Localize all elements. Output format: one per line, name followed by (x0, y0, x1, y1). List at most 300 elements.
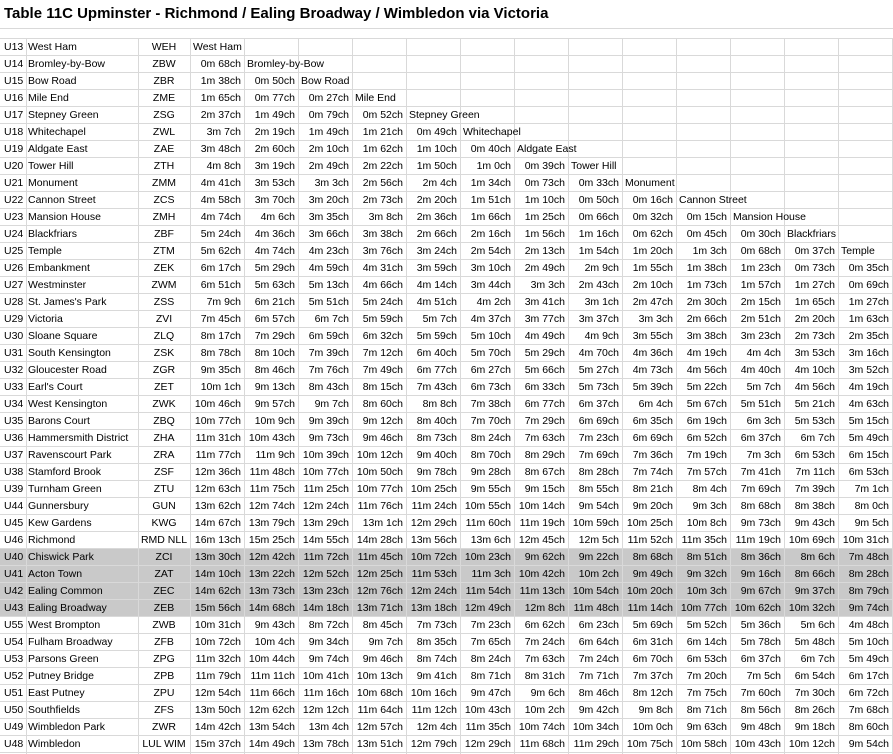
grid-row-line (0, 514, 893, 515)
grid-column-line (730, 39, 731, 754)
distance-cell: 8m 60ch (362, 398, 403, 410)
distance-cell: 7m 23ch (470, 619, 511, 631)
distance-cell: 5m 7ch (746, 381, 781, 393)
table-row (0, 362, 893, 379)
distance-cell: 2m 49ch (524, 262, 565, 274)
distance-cell: 4m 19ch (848, 381, 889, 393)
row-code: U21 (4, 177, 24, 189)
distance-cell: 9m 73ch (308, 432, 349, 444)
station-name: Hammersmith District (28, 432, 129, 444)
distance-cell: 2m 20ch (416, 194, 457, 206)
distance-cell: 4m 74ch (254, 245, 295, 257)
distance-cell: 14m 68ch (248, 602, 295, 614)
distance-cell: 0m 73ch (524, 177, 565, 189)
distance-cell: 6m 32ch (362, 330, 403, 342)
distance-cell: 12m 63ch (194, 483, 241, 495)
distance-cell: 8m 4ch (692, 483, 727, 495)
distance-cell: 11m 13ch (519, 585, 565, 597)
distance-cell: 1m 34ch (470, 177, 511, 189)
distance-cell: 0m 49ch (416, 126, 457, 138)
distance-cell: 5m 67ch (686, 398, 727, 410)
distance-cell: 8m 51ch (686, 551, 727, 563)
station-name: Cannon Street (28, 194, 96, 206)
distance-cell: 8m 17ch (200, 330, 241, 342)
distance-cell: 1m 16ch (578, 228, 619, 240)
distance-cell: 3m 44ch (470, 279, 511, 291)
distance-cell: 8m 72ch (308, 619, 349, 631)
distance-cell: 1m 54ch (578, 245, 619, 257)
distance-cell: 4m 19ch (686, 347, 727, 359)
distance-cell: 4m 37ch (470, 313, 511, 325)
table-row (0, 226, 893, 243)
distance-cell: 9m 16ch (740, 568, 781, 580)
distance-cell: 12m 24ch (410, 585, 457, 597)
distance-cell: 11m 35ch (465, 721, 511, 733)
distance-cell: 6m 62ch (524, 619, 565, 631)
distance-cell: 5m 51ch (740, 398, 781, 410)
distance-cell: 7m 3ch (746, 449, 781, 461)
grid-column-line (460, 39, 461, 754)
grid-row-line (0, 752, 893, 753)
distance-cell: 6m 59ch (308, 330, 349, 342)
distance-cell: 6m 23ch (578, 619, 619, 631)
row-code: U45 (4, 517, 24, 529)
distance-cell: 8m 6ch (800, 551, 835, 563)
row-code: U37 (4, 449, 24, 461)
table-row (0, 634, 893, 651)
distance-cell: 12m 54ch (194, 687, 241, 699)
distance-cell: 4m 70ch (578, 347, 619, 359)
distance-cell: 6m 7ch (800, 653, 835, 665)
station-tla: ZLQ (153, 330, 175, 342)
row-code: U44 (4, 500, 24, 512)
distance-cell: 1m 38ch (686, 262, 727, 274)
distance-cell: 9m 43ch (254, 619, 295, 631)
distance-cell: 16m 13ch (194, 534, 241, 546)
distance-cell: 13m 22ch (248, 568, 295, 580)
station-name: Parsons Green (28, 653, 99, 665)
table-row (0, 651, 893, 668)
distance-cell: 0m 50ch (254, 75, 295, 87)
distance-cell: 14m 18ch (302, 602, 349, 614)
distance-cell: 7m 74ch (632, 466, 673, 478)
distance-cell: 8m 46ch (578, 687, 619, 699)
distance-cell: 10m 55ch (464, 500, 511, 512)
column-header-label: West Ham (193, 41, 242, 53)
distance-cell: 12m 24ch (302, 500, 349, 512)
distance-cell: 14m 49ch (248, 738, 295, 750)
distance-cell: 0m 45ch (686, 228, 727, 240)
distance-cell: 8m 24ch (470, 653, 511, 665)
distance-cell: 4m 63ch (848, 398, 889, 410)
grid-row-line (0, 361, 893, 362)
distance-cell: 5m 24ch (362, 296, 403, 308)
distance-cell: 7m 39ch (794, 483, 835, 495)
row-code: U19 (4, 143, 24, 155)
distance-cell: 13m 29ch (302, 517, 349, 529)
distance-cell: 6m 4ch (638, 398, 673, 410)
distance-cell: 3m 53ch (794, 347, 835, 359)
distance-cell: 9m 7ch (314, 398, 349, 410)
station-name: Ealing Broadway (28, 602, 107, 614)
distance-cell: 12m 45ch (518, 534, 565, 546)
table-row (0, 430, 893, 447)
distance-cell: 3m 70ch (254, 194, 295, 206)
row-code: U43 (4, 602, 24, 614)
distance-cell: 12m 79ch (410, 738, 457, 750)
distance-cell: 8m 40ch (416, 415, 457, 427)
distance-cell: 14m 62ch (194, 585, 241, 597)
station-tla: ZBW (152, 58, 176, 70)
column-header-label: Aldgate East (517, 143, 577, 155)
table-row (0, 413, 893, 430)
distance-cell: 7m 60ch (740, 687, 781, 699)
distance-cell: 11m 76ch (357, 500, 403, 512)
row-code: U30 (4, 330, 24, 342)
row-code: U55 (4, 619, 24, 631)
table-row (0, 600, 893, 617)
column-header-label: Stepney Green (409, 109, 480, 121)
distance-cell: 12m 36ch (194, 466, 241, 478)
distance-cell: 4m 73ch (632, 364, 673, 376)
distance-cell: 5m 27ch (578, 364, 619, 376)
distance-cell: 1m 55ch (632, 262, 673, 274)
distance-cell: 1m 57ch (740, 279, 781, 291)
distance-cell: 1m 25ch (524, 211, 565, 223)
row-code: U52 (4, 670, 24, 682)
row-code: U35 (4, 415, 24, 427)
grid-row-line (0, 735, 893, 736)
distance-cell: 2m 73ch (362, 194, 403, 206)
station-tla: ZHA (153, 432, 175, 444)
grid-row-line (0, 599, 893, 600)
station-name: Ravenscourt Park (28, 449, 112, 461)
distance-cell: 0m 69ch (848, 279, 889, 291)
distance-cell: 5m 59ch (416, 330, 457, 342)
distance-cell: 10m 1ch (200, 381, 241, 393)
table-row (0, 549, 893, 566)
station-name: Gloucester Road (28, 364, 107, 376)
station-tla: ZSK (153, 347, 175, 359)
distance-cell: 10m 25ch (410, 483, 457, 495)
distance-cell: 11m 53ch (411, 568, 457, 580)
table-row (0, 107, 893, 124)
grid-row-line (0, 667, 893, 668)
table-row (0, 39, 893, 56)
distance-cell: 3m 77ch (524, 313, 565, 325)
distance-cell: 10m 41ch (302, 670, 349, 682)
distance-cell: 10m 13ch (356, 670, 403, 682)
distance-cell: 11m 68ch (519, 738, 565, 750)
distance-cell: 10m 72ch (410, 551, 457, 563)
station-name: Bromley-by-Bow (28, 58, 106, 70)
distance-cell: 6m 53ch (794, 449, 835, 461)
distance-cell: 3m 76ch (362, 245, 403, 257)
distance-cell: 5m 13ch (308, 279, 349, 291)
distance-cell: 3m 35ch (308, 211, 349, 223)
distance-cell: 2m 49ch (308, 160, 349, 172)
distance-cell: 4m 66ch (362, 279, 403, 291)
distance-cell: 1m 62ch (362, 143, 403, 155)
table-title: Table 11C Upminster - Richmond / Ealing Broadway / Wimbledon via Victoria (4, 5, 549, 22)
grid-row-line (0, 531, 893, 532)
column-header-label: Temple (841, 245, 875, 257)
column-header-label: Bromley-by-Bow (247, 58, 325, 70)
grid-column-line (298, 39, 299, 754)
column-header-label: Whitechapel (463, 126, 521, 138)
distance-cell: 9m 42ch (578, 704, 619, 716)
distance-cell: 3m 59ch (416, 262, 457, 274)
distance-cell: 3m 1ch (584, 296, 619, 308)
distance-cell: 5m 36ch (740, 619, 781, 631)
grid-row-line (0, 412, 893, 413)
distance-cell: 2m 54ch (470, 245, 511, 257)
distance-cell: 7m 75ch (686, 687, 727, 699)
distance-cell: 0m 15ch (686, 211, 727, 223)
table-row (0, 396, 893, 413)
column-header-label: Blackfriars (787, 228, 837, 240)
grid-row-line (0, 55, 893, 56)
distance-cell: 1m 63ch (848, 313, 889, 325)
distance-cell: 9m 7ch (368, 636, 403, 648)
distance-cell: 10m 43ch (464, 704, 511, 716)
distance-cell: 5m 39ch (632, 381, 673, 393)
distance-cell: 7m 63ch (524, 432, 565, 444)
distance-cell: 7m 38ch (470, 398, 511, 410)
distance-cell: 4m 9ch (584, 330, 619, 342)
distance-cell: 6m 73ch (470, 381, 511, 393)
distance-cell: 13m 54ch (248, 721, 295, 733)
station-tla: ZWR (152, 721, 176, 733)
distance-cell: 5m 49ch (848, 432, 889, 444)
distance-cell: 6m 33ch (524, 381, 565, 393)
station-tla: ZET (154, 381, 174, 393)
station-tla: ZFB (154, 636, 174, 648)
distance-cell: 8m 56ch (740, 704, 781, 716)
distance-cell: 9m 5ch (854, 517, 889, 529)
station-name: Stamford Brook (28, 466, 101, 478)
distance-cell: 0m 33ch (578, 177, 619, 189)
grid-row-line (0, 89, 893, 90)
distance-cell: 8m 8ch (422, 398, 457, 410)
distance-cell: 11m 64ch (357, 704, 403, 716)
distance-cell: 4m 2ch (476, 296, 511, 308)
station-name: Barons Court (28, 415, 90, 427)
station-name: Earl's Court (28, 381, 83, 393)
distance-cell: 8m 60ch (848, 721, 889, 733)
distance-cell: 5m 70ch (470, 347, 511, 359)
distance-cell: 11m 54ch (465, 585, 511, 597)
distance-cell: 4m 36ch (254, 228, 295, 240)
distance-cell: 0m 40ch (470, 143, 511, 155)
distance-cell: 4m 56ch (794, 381, 835, 393)
distance-cell: 4m 49ch (524, 330, 565, 342)
distance-cell: 5m 69ch (632, 619, 673, 631)
distance-cell: 9m 35ch (200, 364, 241, 376)
grid-row-line (0, 480, 893, 481)
distance-cell: 13m 30ch (194, 551, 241, 563)
distance-cell: 6m 77ch (416, 364, 457, 376)
distance-cell: 8m 12ch (632, 687, 673, 699)
distance-cell: 10m 34ch (572, 721, 619, 733)
distance-cell: 5m 59ch (362, 313, 403, 325)
distance-cell: 14m 42ch (194, 721, 241, 733)
distance-cell: 13m 18ch (410, 602, 457, 614)
station-name: Stepney Green (28, 109, 99, 121)
distance-cell: 5m 52ch (686, 619, 727, 631)
distance-cell: 2m 10ch (308, 143, 349, 155)
grid-row-line (0, 174, 893, 175)
distance-cell: 10m 54ch (572, 585, 619, 597)
distance-cell: 12m 49ch (464, 602, 511, 614)
row-code: U14 (4, 58, 24, 70)
distance-cell: 7m 36ch (632, 449, 673, 461)
row-code: U27 (4, 279, 24, 291)
distance-cell: 0m 52ch (362, 109, 403, 121)
distance-cell: 8m 15ch (362, 381, 403, 393)
distance-cell: 11m 79ch (195, 670, 241, 682)
distance-cell: 9m 39ch (308, 415, 349, 427)
distance-cell: 9m 28ch (470, 466, 511, 478)
distance-cell: 11m 32ch (195, 653, 241, 665)
table-row (0, 702, 893, 719)
distance-cell: 1m 10ch (416, 143, 457, 155)
distance-cell: 7m 41ch (740, 466, 781, 478)
table-row (0, 311, 893, 328)
distance-cell: 1m 66ch (470, 211, 511, 223)
distance-cell: 10m 12ch (788, 738, 835, 750)
distance-cell: 13m 73ch (248, 585, 295, 597)
row-code: U29 (4, 313, 24, 325)
station-name: Kew Gardens (28, 517, 92, 529)
distance-cell: 3m 19ch (254, 160, 295, 172)
grid-column-line (244, 39, 245, 754)
station-name: Southfields (28, 704, 80, 716)
distance-cell: 8m 21ch (632, 483, 673, 495)
grid-column-line (622, 39, 623, 754)
distance-cell: 9m 13ch (254, 381, 295, 393)
distance-cell: 7m 24ch (578, 653, 619, 665)
table-row (0, 175, 893, 192)
station-name: Ealing Common (28, 585, 103, 597)
distance-cell: 2m 10ch (632, 279, 673, 291)
distance-cell: 1m 49ch (254, 109, 295, 121)
distance-cell: 8m 28ch (848, 568, 889, 580)
distance-cell: 3m 24ch (416, 245, 457, 257)
grid-column-line (838, 39, 839, 754)
distance-cell: 4m 56ch (686, 364, 727, 376)
distance-cell: 3m 38ch (362, 228, 403, 240)
distance-cell: 3m 55ch (632, 330, 673, 342)
distance-cell: 11m 35ch (681, 534, 727, 546)
distance-cell: 6m 51ch (200, 279, 241, 291)
distance-cell: 9m 46ch (362, 653, 403, 665)
station-name: Fulham Broadway (28, 636, 113, 648)
distance-cell: 5m 62ch (200, 245, 241, 257)
grid-row-line (0, 548, 893, 549)
station-name: St. James's Park (28, 296, 107, 308)
grid-column-line (406, 39, 407, 754)
distance-cell: 10m 31ch (194, 619, 241, 631)
distance-cell: 7m 69ch (740, 483, 781, 495)
distance-cell: 11m 12ch (411, 704, 457, 716)
distance-cell: 0m 77ch (254, 92, 295, 104)
distance-cell: 10m 46ch (194, 398, 241, 410)
distance-cell: 11m 60ch (465, 517, 511, 529)
station-tla: ZPG (153, 653, 175, 665)
station-tla: GUN (152, 500, 176, 512)
station-name: Tower Hill (28, 160, 74, 172)
distance-cell: 4m 58ch (200, 194, 241, 206)
row-code: U25 (4, 245, 24, 257)
distance-cell: 6m 77ch (524, 398, 565, 410)
distance-cell: 1m 0ch (476, 160, 511, 172)
row-code: U39 (4, 483, 24, 495)
distance-cell: 11m 16ch (303, 687, 349, 699)
distance-cell: 11m 52ch (627, 534, 673, 546)
distance-cell: 3m 20ch (308, 194, 349, 206)
station-tla: ZWL (152, 126, 176, 138)
distance-cell: 10m 8ch (686, 517, 727, 529)
grid-column-line (26, 39, 27, 754)
row-code: U38 (4, 466, 24, 478)
distance-cell: 10m 43ch (734, 738, 781, 750)
station-name: Aldgate East (28, 143, 88, 155)
table-row (0, 90, 893, 107)
distance-cell: 7m 73ch (416, 619, 457, 631)
distance-cell: 6m 37ch (740, 432, 781, 444)
distance-cell: 5m 29ch (254, 262, 295, 274)
distance-cell: 13m 51ch (356, 738, 403, 750)
distance-cell: 7m 29ch (524, 415, 565, 427)
distance-cell: 2m 56ch (362, 177, 403, 189)
grid-row-line (0, 582, 893, 583)
distance-cell: 13m 23ch (302, 585, 349, 597)
distance-cell: 3m 23ch (740, 330, 781, 342)
station-tla: ZRA (153, 449, 175, 461)
distance-cell: 1m 73ch (686, 279, 727, 291)
station-tla: RMD NLL (140, 534, 188, 546)
distance-cell: 9m 8ch (638, 704, 673, 716)
station-tla: WEH (151, 41, 177, 53)
distance-cell: 1m 38ch (200, 75, 241, 87)
distance-cell: 8m 0ch (854, 500, 889, 512)
station-name: Acton Town (28, 568, 83, 580)
distance-cell: 10m 3ch (686, 585, 727, 597)
grid-row-line (0, 378, 893, 379)
grid-row-line (0, 650, 893, 651)
distance-cell: 0m 68ch (740, 245, 781, 257)
distance-cell: 9m 15ch (524, 483, 565, 495)
station-tla: ZMM (152, 177, 176, 189)
distance-cell: 7m 70ch (470, 415, 511, 427)
distance-cell: 12m 8ch (524, 602, 565, 614)
distance-cell: 7m 30ch (794, 687, 835, 699)
distance-cell: 2m 66ch (416, 228, 457, 240)
distance-cell: 7m 37ch (632, 670, 673, 682)
distance-cell: 10m 72ch (194, 636, 241, 648)
distance-cell: 10m 16ch (410, 687, 457, 699)
distance-cell: 1m 56ch (524, 228, 565, 240)
column-header-label: Cannon Street (679, 194, 747, 206)
distance-cell: 6m 31ch (632, 636, 673, 648)
distance-cell: 8m 36ch (740, 551, 781, 563)
station-tla: ZBQ (153, 415, 175, 427)
distance-cell: 1m 10ch (524, 194, 565, 206)
distance-cell: 7m 71ch (578, 670, 619, 682)
distance-cell: 9m 34ch (308, 636, 349, 648)
distance-cell: 3m 3ch (530, 279, 565, 291)
